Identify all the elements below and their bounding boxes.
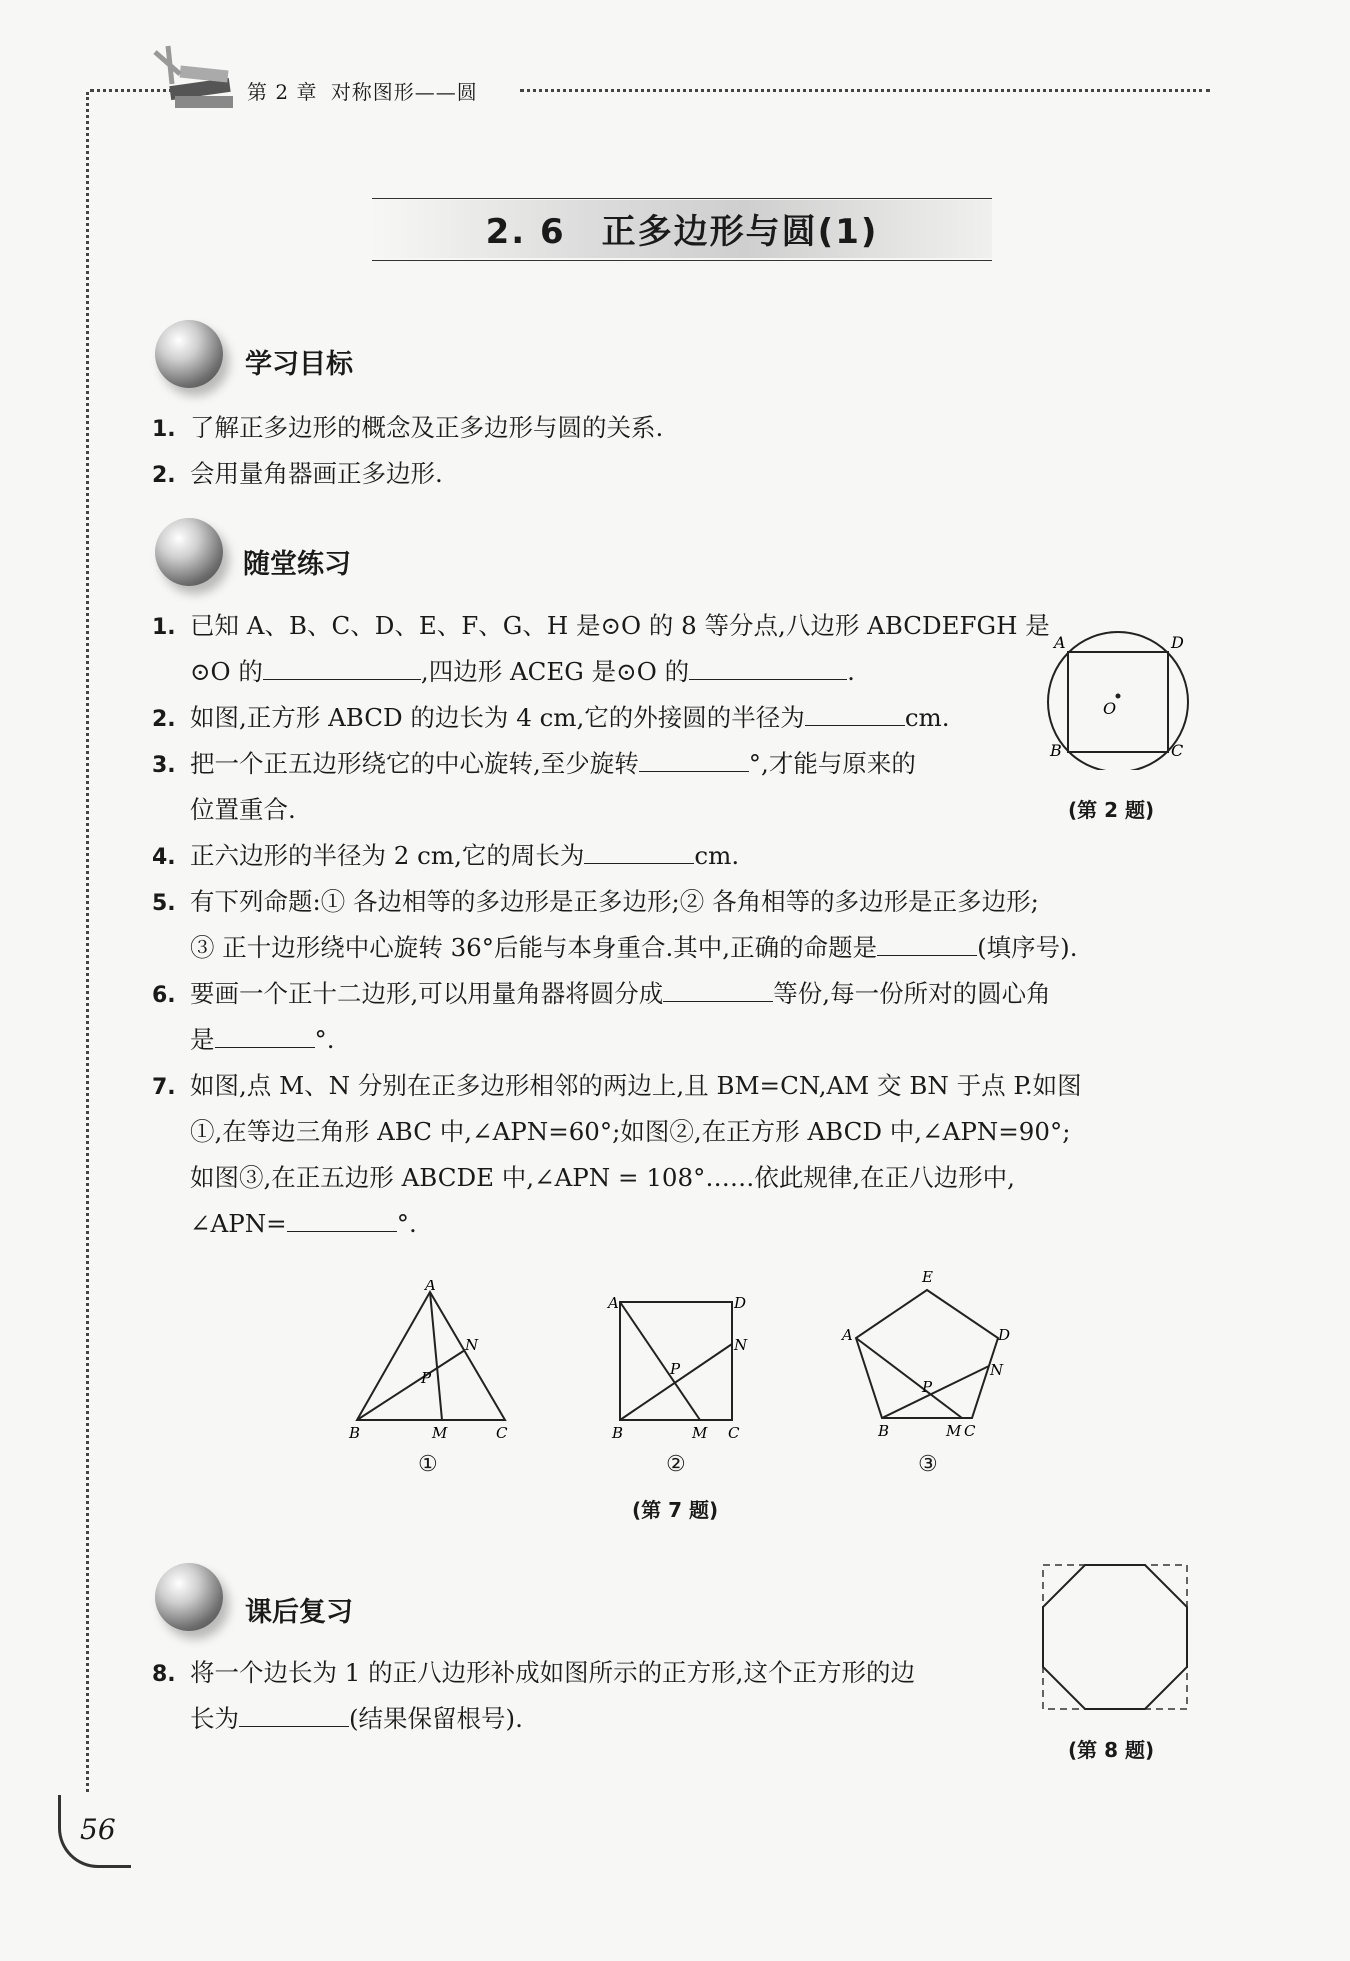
subfigure-label: ② — [666, 1452, 686, 1477]
answer-blank[interactable] — [805, 703, 905, 726]
tri-label-n: N — [465, 1336, 479, 1354]
tri-label-p: P — [421, 1369, 432, 1387]
figure-q7-pentagon — [840, 1268, 1015, 1443]
figure-caption: (第 8 题) — [1068, 1738, 1155, 1762]
question-5-line-1: 5. 有下列命题:① 各边相等的多边形是正多边形;② 各角相等的多边形是正多边形; — [152, 887, 1039, 916]
answer-blank[interactable] — [663, 979, 773, 1002]
pent-label-c: C — [964, 1422, 976, 1440]
question-2: 2. 如图,正方形 ABCD 的边长为 4 cm,它的外接圆的半径为 cm. — [152, 703, 950, 732]
question-3-line-1: 3. 把一个正五边形绕它的中心旋转,至少旋转 °,才能与原来的 — [152, 749, 916, 778]
sq-label-m: M — [692, 1424, 708, 1440]
page-title: 2. 6 正多边形与圆(1) — [485, 212, 879, 252]
question-8-line-1: 8. 将一个边长为 1 的正八边形补成如图所示的正方形,这个正方形的边 — [152, 1658, 915, 1687]
figure-caption: (第 2 题) — [1068, 798, 1155, 822]
page-number: 56 — [80, 1813, 116, 1846]
sq-label-d: D — [734, 1294, 747, 1312]
question-7-line-4: ∠APN= °. — [190, 1209, 417, 1238]
answer-blank[interactable] — [639, 749, 749, 772]
header-books-illustration — [150, 44, 245, 124]
question-4: 4. 正六边形的半径为 2 cm,它的周长为 cm. — [152, 841, 740, 870]
pent-label-a: A — [842, 1326, 853, 1344]
goal-item: 1. 了解正多边形的概念及正多边形与圆的关系. — [152, 413, 664, 442]
figure-q8-octagon-in-square — [1040, 1562, 1190, 1712]
question-1-line-2: ⊙O 的 ,四边形 ACEG 是⊙O 的 . — [190, 657, 855, 686]
tri-label-a: A — [425, 1280, 436, 1294]
fig2-label-d: D — [1171, 633, 1184, 652]
question-1-line-1: 1. 已知 A、B、C、D、E、F、G、H 是⊙O 的 8 等分点,八边形 ABCDEFGH 是 — [152, 611, 1050, 640]
fig2-label-o: O — [1103, 699, 1117, 718]
question-7-line-3: 如图③,在正五边形 ABCDE 中,∠APN = 108°……依此规律,在正八边形中, — [190, 1163, 1015, 1192]
goal-item: 2. 会用量角器画正多边形. — [152, 459, 443, 488]
question-6-line-2: 是 °. — [190, 1025, 335, 1054]
figure-caption: (第 7 题) — [632, 1498, 719, 1522]
question-7-line-2: ①,在等边三角形 ABC 中,∠APN=60°;如图②,在正方形 ABCD 中,∠APN=90°; — [190, 1117, 1071, 1146]
practice-section-icon — [155, 518, 223, 586]
review-section-icon — [155, 1563, 223, 1631]
question-3-line-2: 位置重合. — [190, 795, 296, 824]
question-6-line-1: 6. 要画一个正十二边形,可以用量角器将圆分成 等份,每一份所对的圆心角 — [152, 979, 1051, 1008]
sq-label-b: B — [612, 1424, 624, 1440]
answer-blank[interactable] — [263, 657, 421, 680]
practice-section-title: 随堂练习 — [243, 549, 351, 580]
subfigure-label: ③ — [918, 1452, 938, 1477]
pent-label-e: E — [922, 1268, 933, 1286]
sq-label-a: A — [608, 1294, 619, 1312]
answer-blank[interactable] — [215, 1025, 315, 1048]
side-dotted-rule — [86, 92, 89, 1792]
answer-blank[interactable] — [584, 841, 694, 864]
pent-label-p: P — [922, 1378, 933, 1396]
tri-label-c: C — [496, 1424, 508, 1440]
goals-section-icon — [155, 320, 223, 388]
pent-label-m: M — [946, 1422, 962, 1440]
answer-blank[interactable] — [689, 657, 847, 680]
question-8-line-2: 长为 (结果保留根号). — [190, 1704, 523, 1733]
tri-label-m: M — [432, 1424, 448, 1440]
header-dotted-rule-right — [520, 89, 1210, 92]
review-section-title: 课后复习 — [245, 1597, 353, 1628]
fig2-label-b: B — [1050, 741, 1062, 760]
fig2-label-a: A — [1054, 633, 1066, 652]
title-rule-bottom — [372, 260, 992, 261]
pent-label-d: D — [998, 1326, 1011, 1344]
answer-blank[interactable] — [287, 1209, 397, 1232]
chapter-label: 第 2 章 — [247, 80, 318, 104]
question-5-line-2: ③ 正十边形绕中心旋转 36°后能与本身重合.其中,正确的命题是 (填序号). — [190, 933, 1078, 962]
sq-label-p: P — [670, 1360, 681, 1378]
sq-label-n: N — [734, 1336, 748, 1354]
fig2-label-c: C — [1171, 741, 1184, 760]
figure-q7-triangle — [345, 1280, 515, 1440]
sq-label-c: C — [728, 1424, 740, 1440]
pent-label-n: N — [990, 1361, 1004, 1379]
running-header — [247, 76, 484, 105]
pent-label-b: B — [878, 1422, 890, 1440]
figure-q7-square — [600, 1290, 760, 1440]
title-rule-top — [372, 198, 992, 199]
tri-label-b: B — [349, 1424, 361, 1440]
answer-blank[interactable] — [239, 1704, 349, 1727]
answer-blank[interactable] — [877, 933, 977, 956]
chapter-topic: 对称图形——圆 — [330, 80, 478, 104]
goals-section-title: 学习目标 — [245, 349, 353, 380]
figure-q2-square-in-circle — [1040, 630, 1200, 770]
subfigure-label: ① — [418, 1452, 438, 1477]
question-7-line-1: 7. 如图,点 M、N 分别在正多边形相邻的两边上,且 BM=CN,AM 交 BN 于点 P.如图 — [152, 1071, 1082, 1100]
